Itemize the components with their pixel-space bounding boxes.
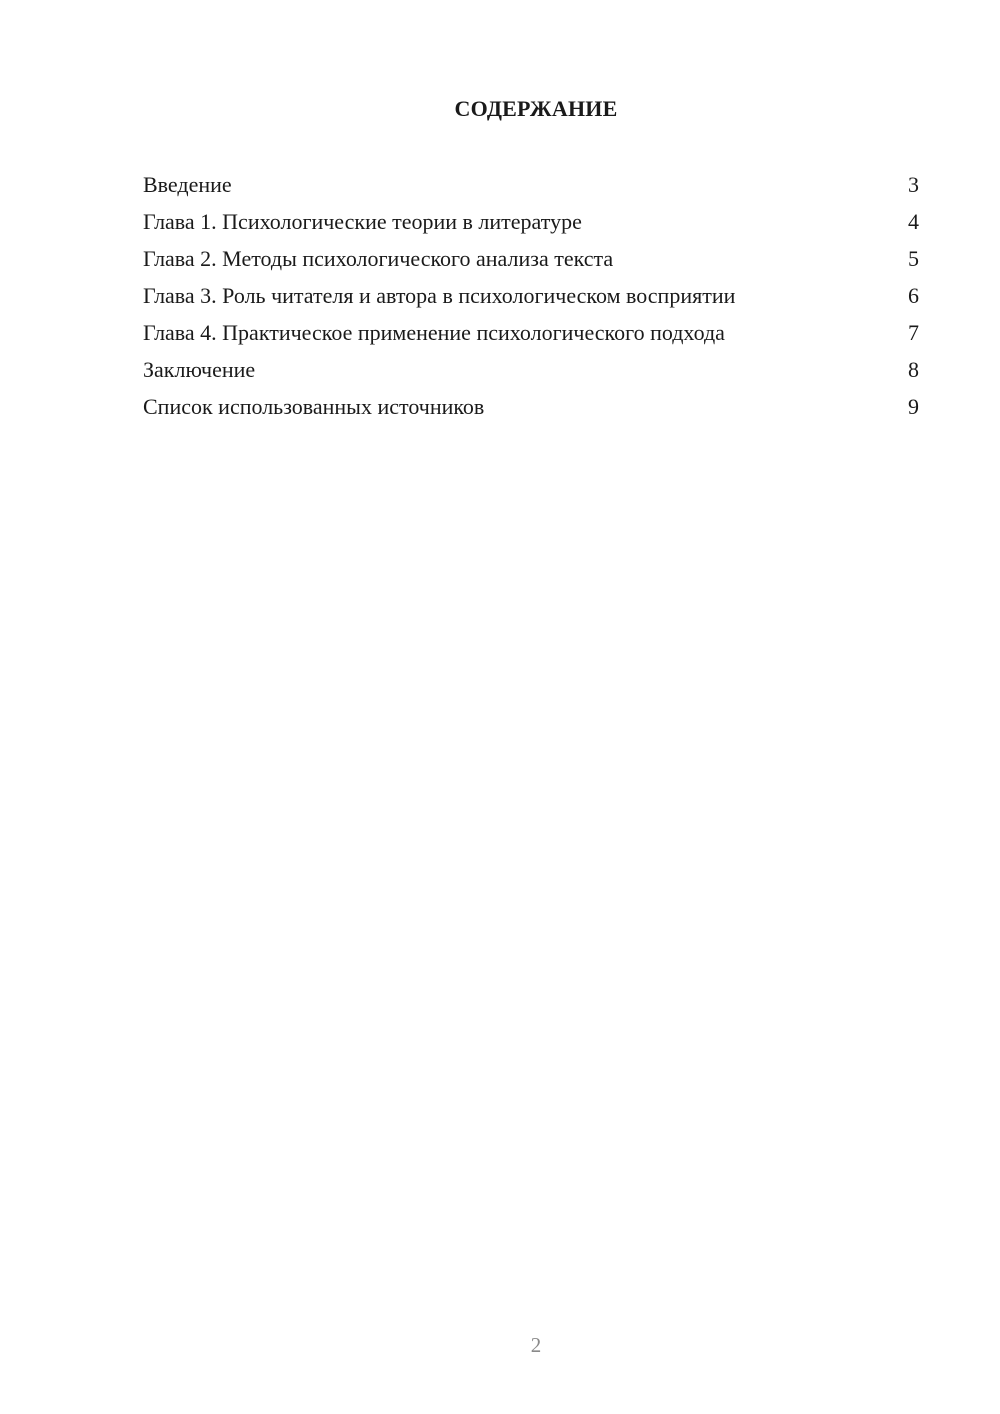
toc-entry-references[interactable] xyxy=(143,390,919,427)
toc-entry-label: Заключение xyxy=(143,357,256,382)
toc-entry-chapter-2[interactable] xyxy=(143,242,919,279)
toc-entry-page: 3 xyxy=(908,172,919,197)
toc-entry-label: Глава 2. Методы психологического анализа текста xyxy=(143,246,614,271)
table-of-contents xyxy=(143,168,919,427)
toc-entry-page: 4 xyxy=(908,209,919,234)
toc-entry-label: Введение xyxy=(143,172,232,197)
toc-entry-page: 5 xyxy=(908,246,919,271)
toc-entry-chapter-4[interactable] xyxy=(143,316,919,353)
toc-title: СОДЕРЖАНИЕ xyxy=(454,96,618,121)
toc-entry-page: 6 xyxy=(908,283,919,308)
toc-entry-chapter-1[interactable] xyxy=(143,205,919,242)
toc-entry-page: 9 xyxy=(908,394,919,419)
toc-entry-label: Глава 3. Роль читателя и автора в психологическом восприятии xyxy=(143,283,736,308)
toc-entry-label: Список использованных источников xyxy=(143,394,485,419)
toc-entry-page: 7 xyxy=(908,320,919,345)
toc-entry-conclusion[interactable] xyxy=(143,353,919,390)
toc-entry-label: Глава 4. Практическое применение психологического подхода xyxy=(143,320,725,345)
toc-entry-label: Глава 1. Психологические теории в литературе xyxy=(143,209,582,234)
toc-entry-page: 8 xyxy=(908,357,919,382)
page-number: 2 xyxy=(530,1333,542,1357)
toc-entry-introduction[interactable] xyxy=(143,168,919,205)
toc-entry-chapter-3[interactable] xyxy=(143,279,919,316)
